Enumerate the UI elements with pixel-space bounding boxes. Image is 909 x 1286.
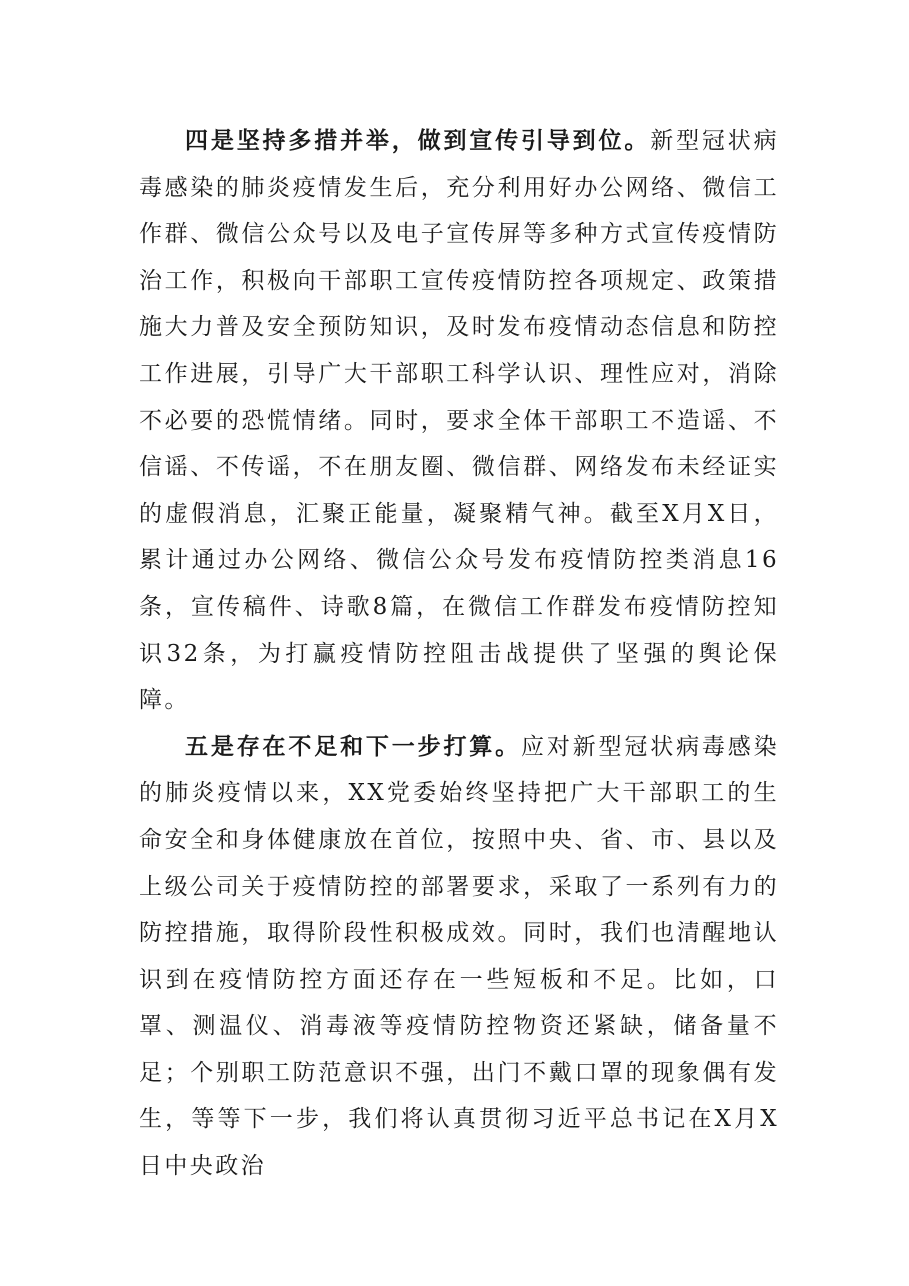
paragraph-body-text: 新型冠状病毒感染的肺炎疫情发生后，充分利用好办公网络、微信工作群、微信公众号以及电子宣传屏等多种方式宣传疫情防治工作，积极向干部职工宣传疫情防控各项规定、政策措施大力普及安全预防知识，及时发布疫情动态信息和防控工作进展，引导广大干部职工科学认识、理性应对，消除不必要的恐慌情绪。同时，要求全体干部职工不造谣、不信谣、不传谣，不在朋友圈、微信群、网络发布未经证实的虚假消息，汇聚正能量，凝聚精气神。截至X月X日，累计通过办公网络、微信公众号发布疫情防控类消息16条，宣传稿件、诗歌8篇，在微信工作群发布疫情防控知识32条，为打赢疫情防控阻击战提供了坚强的舆论保障。 [139,128,779,714]
paragraph-shortcomings [139,724,779,1190]
paragraph-publicity [139,118,779,724]
paragraph-lead-heading: 四是坚持多措并举，做到宣传引导到位。 [185,128,651,154]
document-body [139,118,779,1190]
paragraph-body-text: 应对新型冠状病毒感染的肺炎疫情以来，XX党委始终坚持把广大干部职工的生命安全和身体健康放在首位，按照中央、省、市、县以及上级公司关于疫情防控的部署要求，采取了一系列有力的防控措施，取得阶段性积极成效。同时，我们也清醒地认识到在疫情防控方面还存在一些短板和不足。比如，口罩、测温仪、消毒液等疫情防控物资还紧缺，储备量不足；个别职工防范意识不强，出门不戴口罩的现象偶有发生，等等下一步，我们将认真贯彻习近平总书记在X月X日中央政治 [139,733,780,1180]
paragraph-lead-heading: 五是存在不足和下一步打算。 [185,733,521,760]
